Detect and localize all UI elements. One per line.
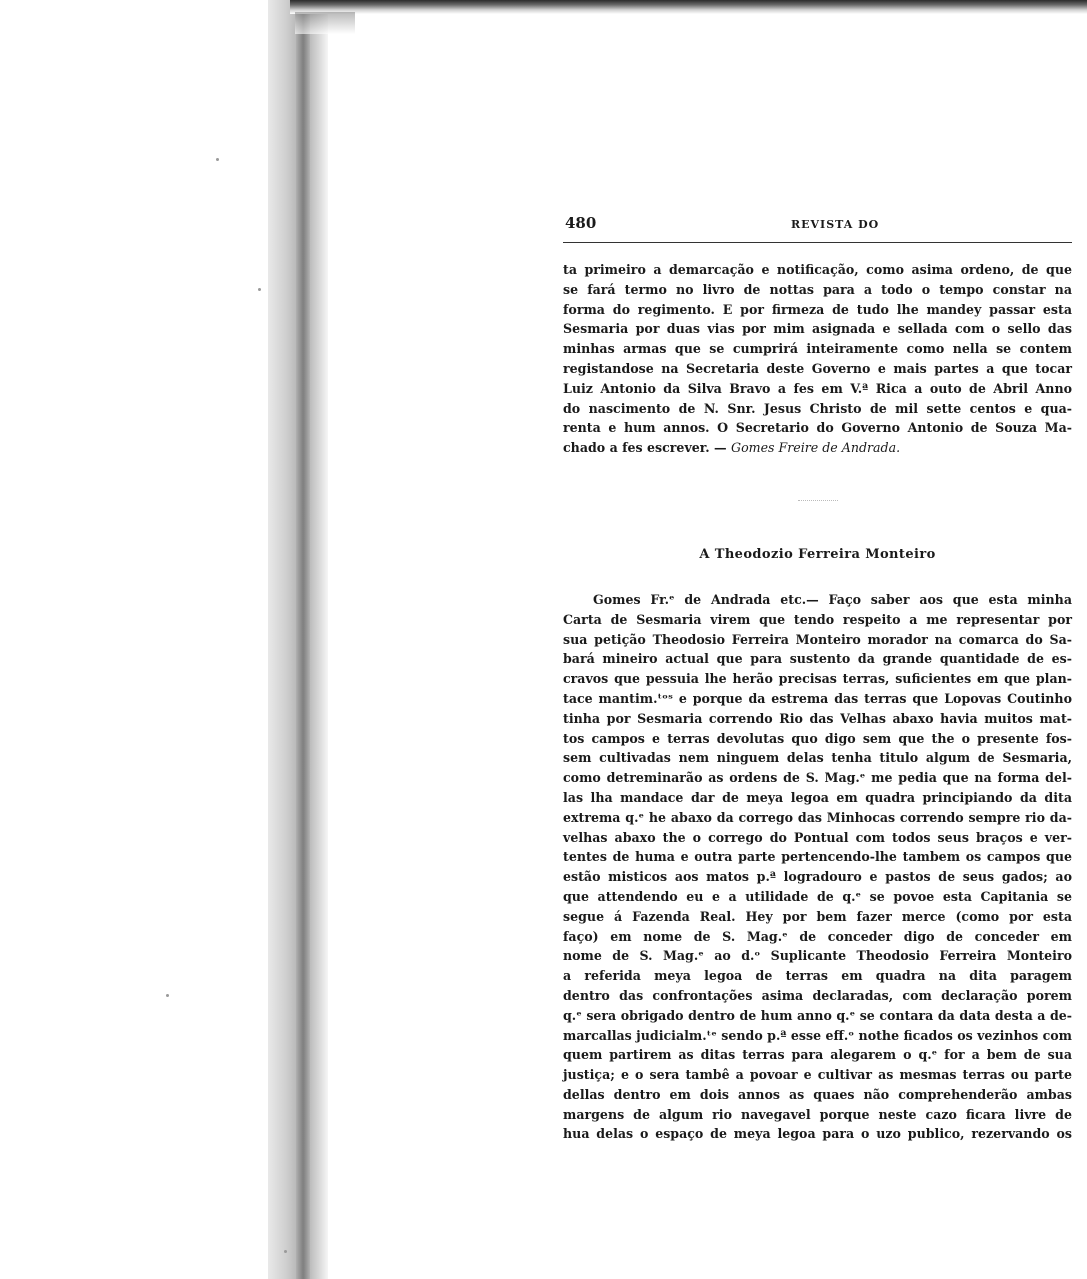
text-line: como detreminarão as ordens de S. Mag.ᵉ me pedia que na forma del-	[563, 770, 1072, 786]
text-line: sua petição Theodosio Ferreira Monteiro morador na comarca do Sa-	[563, 631, 1072, 647]
text-line: tentes de huma e outra parte pertencendo-lhe tambem os campos que	[563, 849, 1072, 865]
text-line: q.ᵉ sera obrigado dentro de hum anno q.ᵉ se contara da data desta a de-	[563, 1007, 1072, 1023]
text-line: nome de S. Mag.ᵉ ao d.ᵒ Suplicante Theodosio Ferreira Monteiro	[563, 948, 1072, 964]
text-line: sem cultivadas nem ninguem delas tenha titulo algum de Sesmaria,	[563, 750, 1072, 766]
text-line: dellas dentro em dois annos as quaes não comprehenderão ambas	[563, 1086, 1072, 1102]
signature: Gomes Freire de Andrada.	[731, 440, 901, 456]
binding-shadow	[296, 0, 310, 1279]
text-line: a referida meya legoa de terras em quadra na dita paragem	[563, 968, 1072, 984]
text-line: velhas abaxo the o corrego do Pontual com todos seus braços e ver-	[563, 829, 1072, 845]
text-line: do nascimento de N. Snr. Jesus Christo de mil sette centos e qua-	[563, 400, 1072, 416]
text-line: las lha mandace dar de meya legoa em quadra principiando da dita	[563, 789, 1072, 805]
text-line: Carta de Sesmaria virem que tendo respeito a me representar por	[563, 611, 1072, 627]
text-line: minhas armas que se cumprirá inteiramente como nella se contem	[563, 341, 1072, 357]
text-line: que attendendo eu e a utilidade de q.ᵉ se povoe esta Capitania se	[563, 888, 1072, 904]
section-separator	[798, 500, 838, 501]
text-line: Gomes Fr.ᵉ de Andrada etc.— Faço saber aos que esta minha	[593, 591, 1072, 607]
page-number: 480	[565, 214, 597, 232]
book-page	[563, 214, 1072, 1144]
text-line: Sesmaria por duas vias por mim asignada e sellada com o sello das	[563, 321, 1072, 337]
paragraph-body	[563, 590, 1072, 1144]
page-top-edge	[290, 0, 1087, 14]
text-line: marcallas judicialm.ᵗᵉ sendo p.ª esse eff.ᵒ nothe ficados os vezinhos com	[563, 1027, 1072, 1043]
scan-speck	[284, 1250, 287, 1253]
text-line: segue á Fazenda Real. Hey por bem fazer merce (como por esta	[563, 908, 1072, 924]
scan-speck	[166, 994, 169, 997]
paragraph-continued	[563, 260, 1072, 458]
text-line: cravos que pessuia lhe herão precisas terras, suficientes em que plan-	[563, 671, 1072, 687]
text-line: forma do regimento. E por firmeza de tudo lhe mandey passar esta	[563, 301, 1072, 317]
scan-speck	[258, 288, 261, 291]
text-line-last	[563, 438, 1072, 458]
text-line: estão misticos aos matos p.ª logradouro e pastos de seus gados; ao	[563, 869, 1072, 885]
text-line: tinha por Sesmaria correndo Rio das Velhas abaxo havia muitos mat-	[563, 710, 1072, 726]
journal-title: REVISTA DO	[791, 218, 880, 231]
section-title: A Theodozio Ferreira Monteiro	[699, 546, 936, 562]
text-line: justiça; e o sera tambê a povoar e cultivar as mesmas terras ou parte	[563, 1067, 1072, 1083]
text-line: chado a fes escrever. —	[563, 440, 727, 456]
text-line: tace mantim.ᵗᵒˢ e porque da estrema das terras que Lopovas Coutinho	[563, 690, 1072, 706]
text-line: bará mineiro actual que para sustento da grande quantidade de es-	[563, 651, 1072, 667]
text-line: margens de algum rio navegavel porque neste cazo ficara livre de	[563, 1106, 1072, 1122]
page-corner-shadow	[295, 12, 355, 34]
running-head	[563, 214, 1072, 234]
text-line: dentro das confrontações asima declaradas, com declaração porem	[563, 987, 1072, 1003]
text-line: registandose na Secretaria deste Governo e mais partes a que tocar	[563, 360, 1072, 376]
text-line: faço) em nome de S. Mag.ᵉ de conceder digo de conceder em	[563, 928, 1072, 944]
text-line: se fará termo no livro de nottas para a todo o tempo constar na	[563, 281, 1072, 297]
header-rule	[563, 242, 1072, 243]
text-line: ta primeiro a demarcação e notificação, como asima ordeno, de que	[563, 262, 1072, 277]
text-line: extrema q.ᵉ he abaxo da corrego das Minhocas correndo sempre rio da-	[563, 809, 1072, 825]
text-line: renta e hum annos. O Secretario do Governo Antonio de Souza Ma-	[563, 420, 1072, 436]
text-line: quem partirem as ditas terras para alegarem o q.ᵉ for a bem de sua	[563, 1047, 1072, 1063]
text-line: Luiz Antonio da Silva Bravo a fes em V.ª Rica a outo de Abril Anno	[563, 380, 1072, 396]
text-line: tos campos e terras devolutas quo digo sem que the o presente fos-	[563, 730, 1072, 746]
text-line: hua delas o espaço de meya legoa para o uzo publico, rezervando os	[563, 1126, 1072, 1142]
scan-speck	[216, 158, 219, 161]
